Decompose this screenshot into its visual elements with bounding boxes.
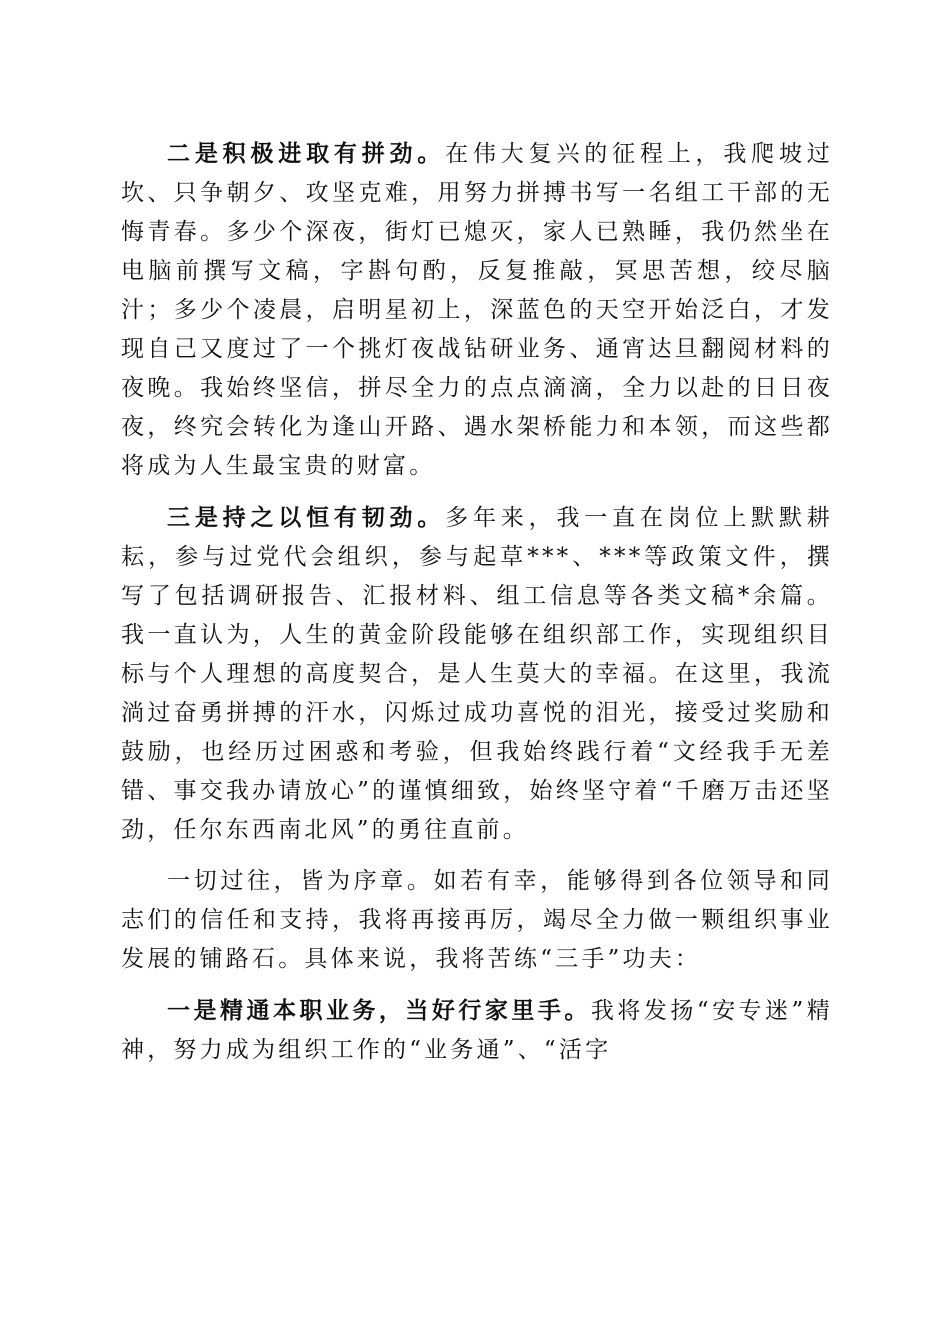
document-body: [121, 134, 833, 1082]
paragraph-perseverance-drive: [121, 134, 833, 486]
paragraph-text: 一切过往，皆为序章。如若有幸，能够得到各位领导和同志们的信任和支持，我将再接再厉，竭尽全力做一颗组织事业发展的铺路石。具体来说，我将苦练“三手”功夫：: [121, 868, 833, 972]
paragraph-persistence-tenacity: [121, 498, 833, 850]
paragraph-heading: 一是精通本职业务，当好行家里手。: [167, 997, 591, 1024]
paragraph-transition: [121, 862, 833, 979]
paragraph-heading: 三是持之以恒有韧劲。: [167, 504, 446, 531]
paragraph-text: 我将发扬“安专迷”精神，努力成为组织工作的“业务通”、“活字: [121, 998, 833, 1063]
paragraph-heading: 二是积极进取有拼劲。: [167, 140, 446, 167]
paragraph-text: 在伟大复兴的征程上，我爬坡过坎、只争朝夕、攻坚克难，用努力拼搏书写一名组工干部的无悔青春。多少个深夜，街灯已熄灭，家人已熟睡，我仍然坐在电脑前撰写文稿，字斟句酌，反复推敲，冥思苦想，绞尽脑汁；多少个凌晨，启明星初上，深蓝色的天空开始泛白，才发现自己又度过了一个挑灯夜战钻研业务、通宵达旦翻阅材料的夜晚。我始终坚信，拼尽全力的点点滴滴，全力以赴的日日夜夜，终究会转化为逢山开路、遇水架桥能力和本领，而这些都将成为人生最宝贵的财富。: [121, 141, 833, 479]
paragraph-master-business: [121, 991, 833, 1070]
paragraph-text: 多年来，我一直在岗位上默默耕耘，参与过党代会组织，参与起草***、***等政策文件，撰写了包括调研报告、汇报材料、组工信息等各类文稿*余篇。我一直认为，人生的黄金阶段能够在组织部工作，实现组织目标与个人理想的高度契合，是人生莫大的幸福。在这里，我流淌过奋勇拼搏的汗水，闪烁过成功喜悦的泪光，接受过奖励和鼓励，也经历过困惑和考验，但我始终践行着“文经我手无差错、事交我办请放心”的谨慎细致，始终坚守着“千磨万击还坚劲，任尔东西南北风”的勇往直前。: [121, 505, 833, 843]
